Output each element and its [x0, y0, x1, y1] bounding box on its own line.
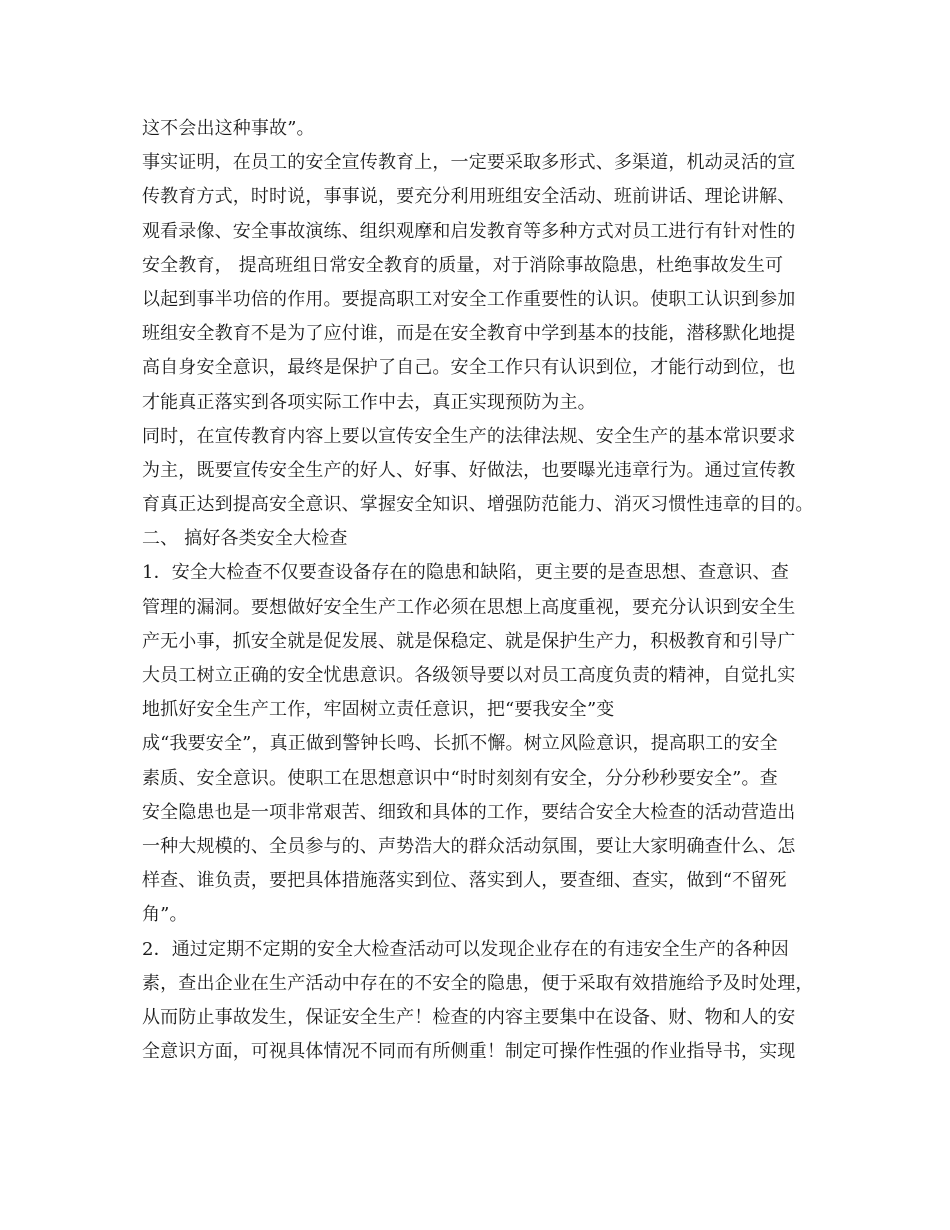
text-line: 传教育方式，时时说，事事说，要充分利用班组安全活动、班前讲话、理论讲解、 — [142, 186, 796, 208]
text-line: 育真正达到提高安全意识、掌握安全知识、增强防范能力、消灭习惯性违章的目的。 — [142, 494, 814, 516]
text-line: 高自身安全意识，最终是保护了自己。安全工作只有认识到位，才能行动到位，也 — [142, 357, 796, 379]
text-line: 以起到事半功倍的作用。要提高职工对安全工作重要性的认识。使职工认识到参加 — [142, 288, 796, 310]
text-line: 这不会出这种事故”。 — [142, 118, 315, 139]
text-line: 2．通过定期不定期的安全大检查活动可以发现企业存在的有违安全生产的各种因 — [142, 938, 789, 960]
text-line: 样查、谁负责，要把具体措施落实到位、落实到人，要查细、查实，做到“不留死 — [142, 870, 787, 892]
text-line: 地抓好安全生产工作，牢固树立责任意识，把“要我安全”变 — [142, 699, 615, 721]
text-line: 大员工树立正确的安全忧患意识。各级领导要以对员工高度负责的精神，自觉扎实 — [142, 665, 796, 686]
text-line: 班组安全教育不是为了应付谁，而是在安全教育中学到基本的技能，潜移默化地提 — [142, 323, 796, 345]
text-line: 产无小事，抓安全就是促发展、就是保稳定、就是保护生产力，积极教育和引导广 — [142, 630, 796, 652]
text-line: 观看录像、安全事故演练、组织观摩和启发教育等多种方式对员工进行有针对性的 — [142, 220, 796, 242]
text-line: 全意识方面，可视具体情况不同而有所侧重！制定可操作性强的作业指导书，实现 — [142, 1041, 796, 1063]
text-line: 管理的漏洞。要想做好安全生产工作必须在思想上高度重视，要充分认识到安全生 — [142, 596, 796, 618]
section-heading: 二、 搞好各类安全大检查 — [142, 528, 348, 550]
body-text — [142, 112, 832, 1069]
text-line: 角”。 — [142, 904, 188, 926]
text-line: 事实证明，在员工的安全宣传教育上，一定要采取多形式、多渠道，机动灵活的宣 — [142, 152, 796, 174]
text-line: 成“我要安全”，真正做到警钟长鸣、长抓不懈。树立风险意识，提高职工的安全 — [142, 733, 778, 755]
text-line: 素，查出企业在生产活动中存在的不安全的隐患，便于采取有效措施给予及时处理， — [142, 972, 814, 994]
text-line: 一种大规模的、全员参与的、声势浩大的群众活动氛围，要让大家明确查什么、怎 — [142, 835, 796, 857]
text-line: 安全隐患也是一项非常艰苦、细致和具体的工作，要结合安全大检查的活动营造出 — [142, 801, 796, 823]
text-line: 素质、安全意识。使职工在思想意识中“时时刻刻有安全，分分秒秒要安全”。查 — [142, 767, 778, 789]
text-line: 才能真正落实到各项实际工作中去，真正实现预防为主。 — [142, 391, 596, 413]
text-line: 安全教育， 提高班组日常安全教育的质量，对于消除事故隐患，杜绝事故发生可 — [142, 254, 784, 276]
text-line: 从而防止事故发生，保证安全生产！检查的内容主要集中在设备、财、物和人的安 — [142, 1006, 796, 1028]
text-line: 为主，既要宣传安全生产的好人、好事、好做法，也要曝光违章行为。通过宣传教 — [142, 459, 796, 481]
text-line: 同时，在宣传教育内容上要以宣传安全生产的法律法规、安全生产的基本常识要求 — [142, 425, 796, 447]
text-line: 1．安全大检查不仅要查设备存在的隐患和缺陷，更主要的是查思想、查意识、查 — [142, 562, 789, 584]
